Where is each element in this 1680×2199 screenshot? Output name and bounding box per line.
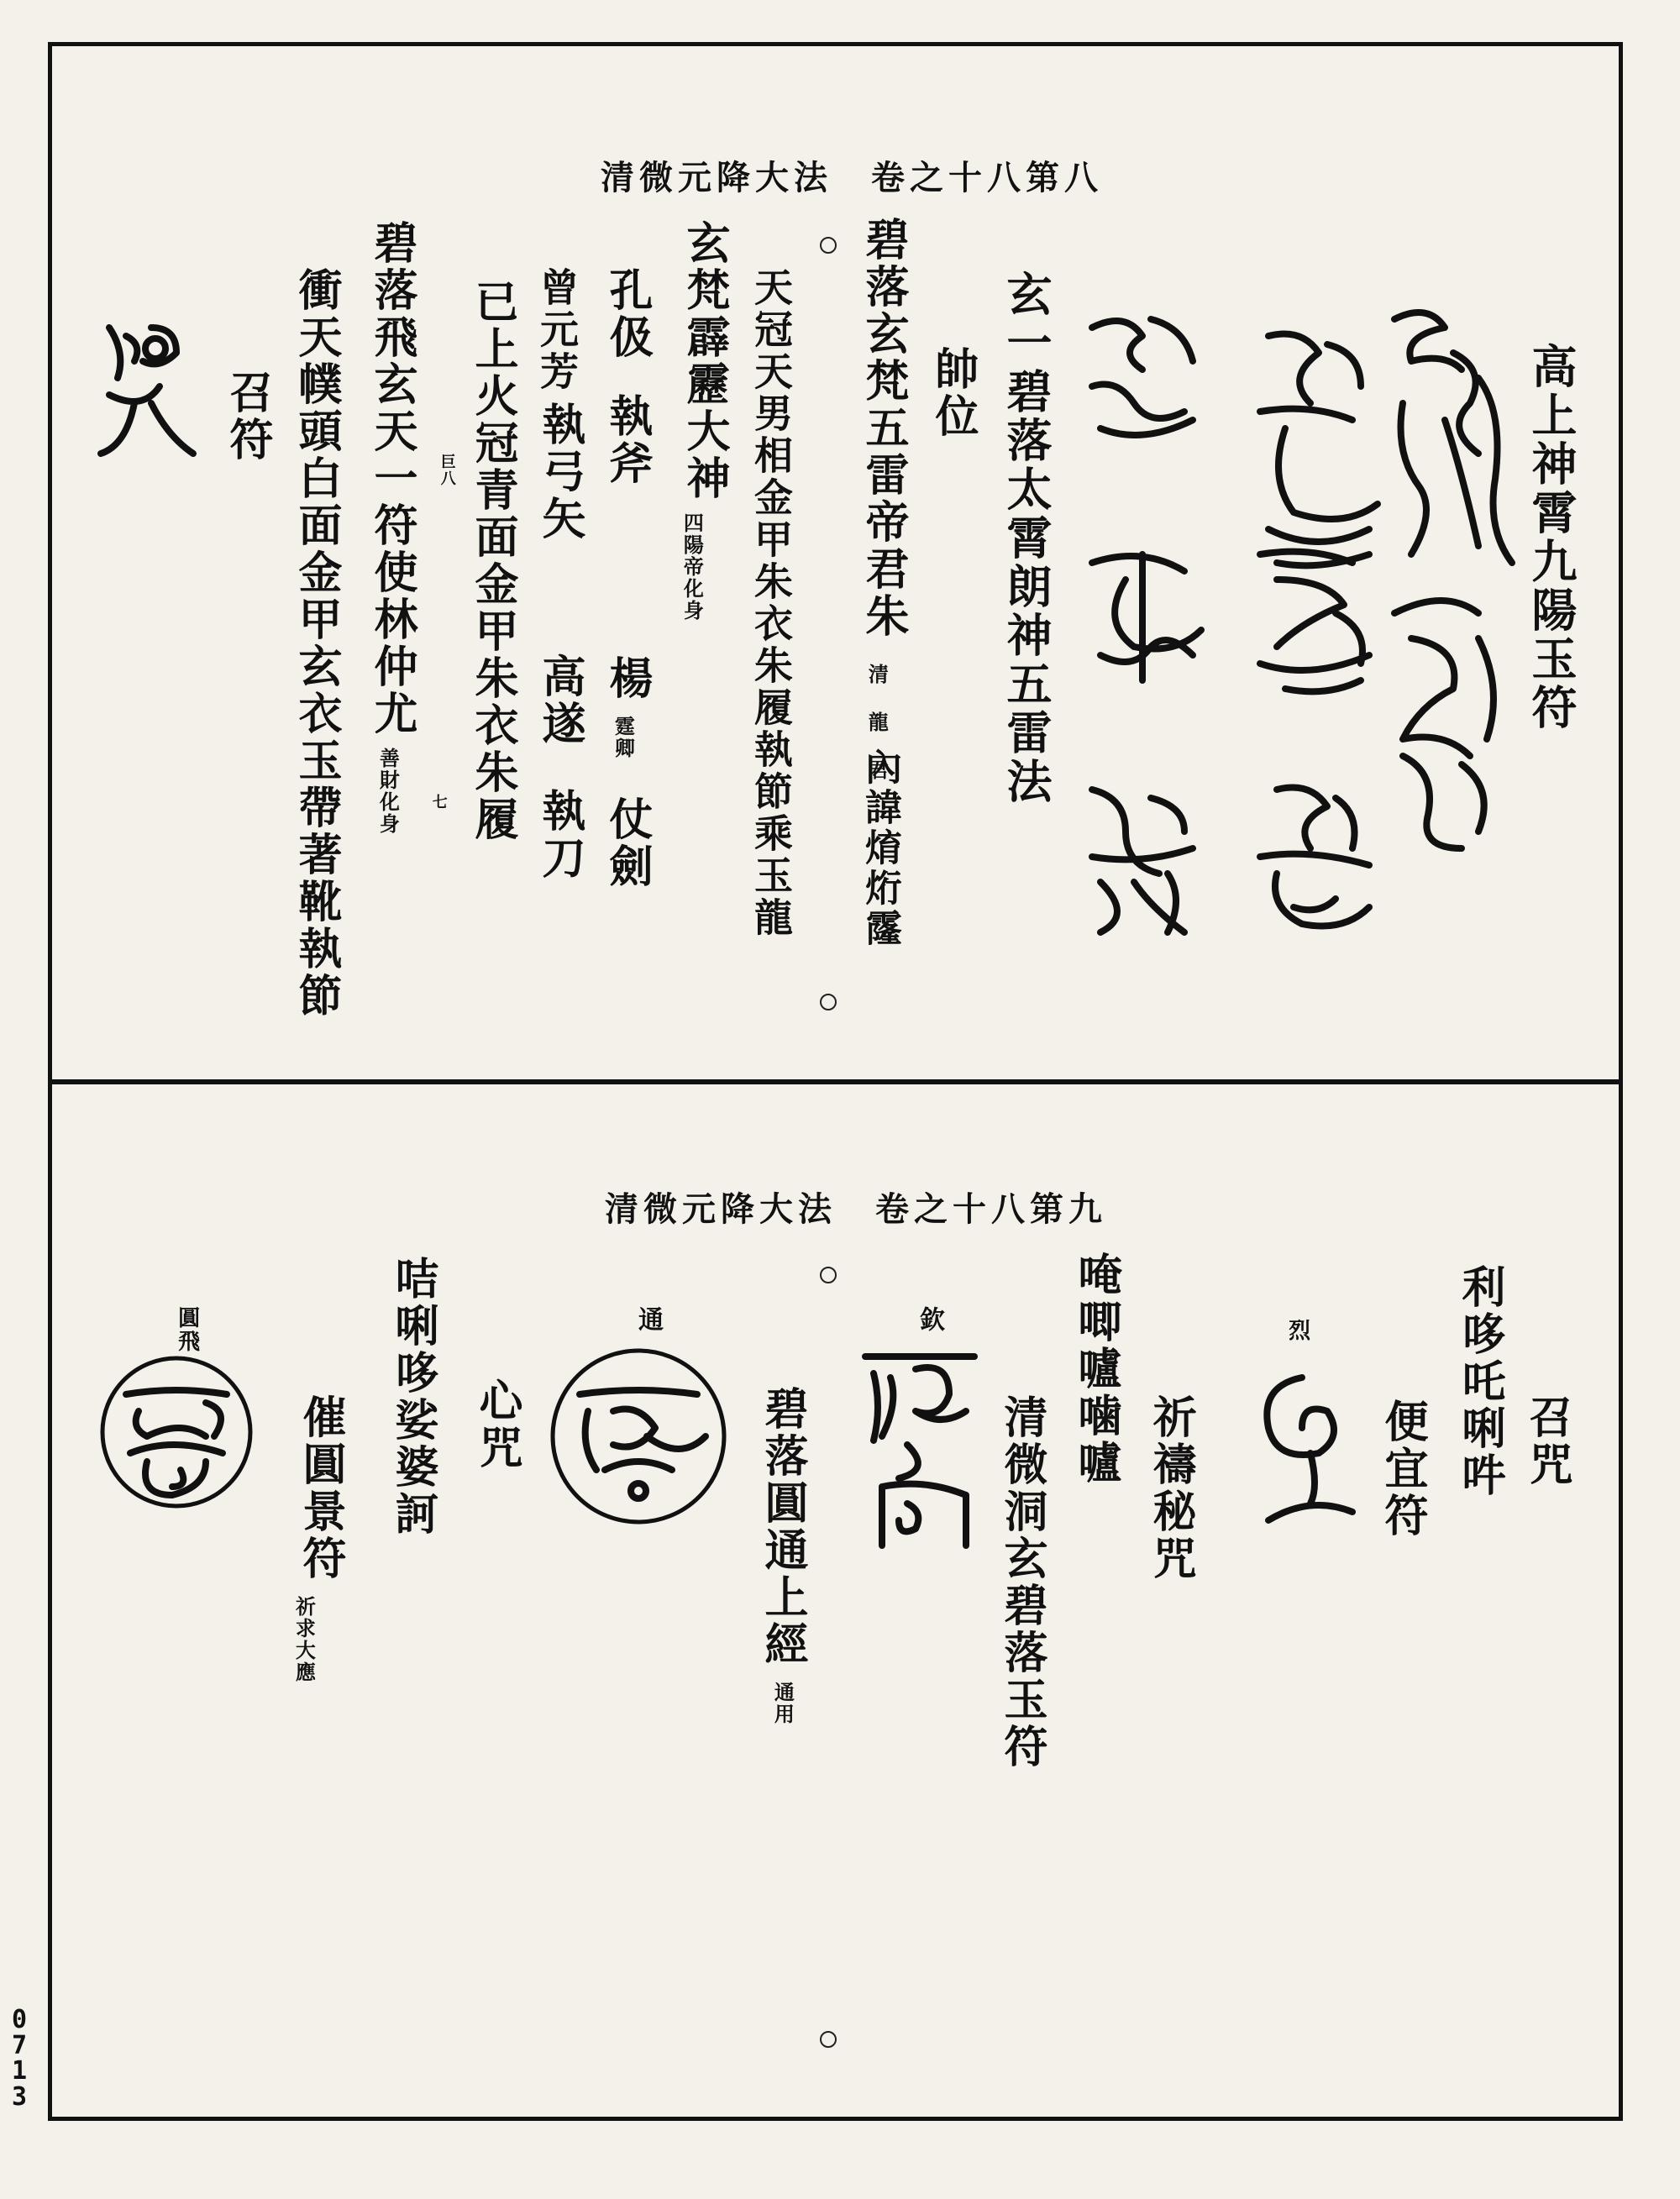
shuaiwei-label: 帥位 <box>927 346 979 440</box>
fu-line: 碧落飛玄天一符使林仲尤 <box>366 220 417 737</box>
talisman-seal-icon <box>97 1352 256 1512</box>
cui-note: 祈求大應 <box>291 1596 317 1683</box>
tianguan-line: 天冠天男相金甲朱衣朱履執節乘玉龍 <box>748 267 794 939</box>
lizhou-line: 利哆吒唎吽 <box>1454 1264 1505 1499</box>
zeng-hold: 執弓矢 <box>534 401 585 543</box>
qin-label: 欽 <box>915 1306 944 1333</box>
talisman-seal-icon <box>92 311 202 454</box>
xinzhou-label: 心咒 <box>471 1378 522 1472</box>
binding-hole <box>820 1267 837 1283</box>
heng-line: 衝天幞頭白面金甲玄衣玉帶著靴執節 <box>291 267 342 1020</box>
talisman-seal-icon <box>546 1344 731 1529</box>
page-divider <box>48 1079 1623 1084</box>
xuanfan-line: 玄梵霹靂大神 <box>679 220 730 502</box>
page-number: 0 7 1 3 <box>11 2005 28 2112</box>
gao-name: 高遂 <box>534 653 585 748</box>
kong-name: 孔伋 <box>601 267 653 361</box>
bottom-header: 清微元降大法 卷之十八第九 <box>605 1189 1107 1229</box>
tong-label: 通 <box>633 1306 663 1333</box>
method-title: 玄一碧落太霄朗神五雷法 <box>1000 270 1053 806</box>
top-header: 清微元降大法 卷之十八第八 <box>601 158 1103 197</box>
fu-line-note: 善財化身 <box>375 748 401 835</box>
talisman-seal-icon <box>1075 538 1210 689</box>
xuanfan-note: 四陽帝化身 <box>680 512 705 622</box>
cui-line: 催圓景符 <box>295 1394 346 1582</box>
om-line: 唵唧嚧噛嚧 <box>1070 1252 1121 1487</box>
yang-name: 楊 <box>601 655 653 702</box>
yang-note: 霆卿 <box>611 716 636 759</box>
bilu-note: 清 龍 君 <box>864 664 890 781</box>
fu-title: 高上神霄九陽玉符 <box>1525 343 1578 732</box>
talisman-seal-icon <box>1243 773 1386 941</box>
talisman-seal-icon <box>1243 538 1386 706</box>
zeng-name: 曾元芳 <box>534 267 580 393</box>
yishang-note: 巨八 <box>438 454 456 487</box>
binding-hole <box>820 994 837 1010</box>
yishang-line: 已上火冠青面金甲朱衣朱履 <box>467 279 518 843</box>
lie-label: 烈 <box>1284 1319 1310 1342</box>
qidao-label: 祈禱秘咒 <box>1145 1394 1196 1582</box>
binding-hole <box>820 2031 837 2048</box>
qingwei-line: 清微洞玄碧落玉符 <box>996 1394 1047 1771</box>
talisman-seal-icon <box>857 1344 983 1554</box>
gao-hold: 執刀 <box>534 788 585 882</box>
bilu-tail: 內諱焴烆霳 <box>858 748 901 949</box>
zhaofu-label: 召符 <box>222 370 273 464</box>
talisman-seal-icon <box>1075 773 1210 941</box>
kong-hold: 執斧 <box>601 393 653 487</box>
talisman-seal-icon <box>1075 302 1210 462</box>
bilu-line: 碧落玄梵五雷帝君朱 <box>858 217 909 640</box>
talisman-seal-icon <box>1378 588 1512 857</box>
binding-hole <box>820 237 837 254</box>
jie-line: 咭唎哆娑婆訶 <box>387 1256 438 1538</box>
seal-label: 圓飛 <box>174 1306 200 1353</box>
bilu-jing-line: 碧落圓通上經 <box>757 1386 808 1668</box>
talisman-seal-icon <box>1252 1361 1369 1529</box>
yang-hold: 仗劍 <box>601 796 653 890</box>
bianyi-label: 便宜符 <box>1377 1399 1428 1540</box>
qi-note: 七 <box>429 794 448 811</box>
bilu-jing-note: 通用 <box>770 1682 795 1725</box>
zhaozhou-label: 召咒 <box>1521 1394 1572 1488</box>
talisman-seal-icon <box>1378 302 1512 580</box>
